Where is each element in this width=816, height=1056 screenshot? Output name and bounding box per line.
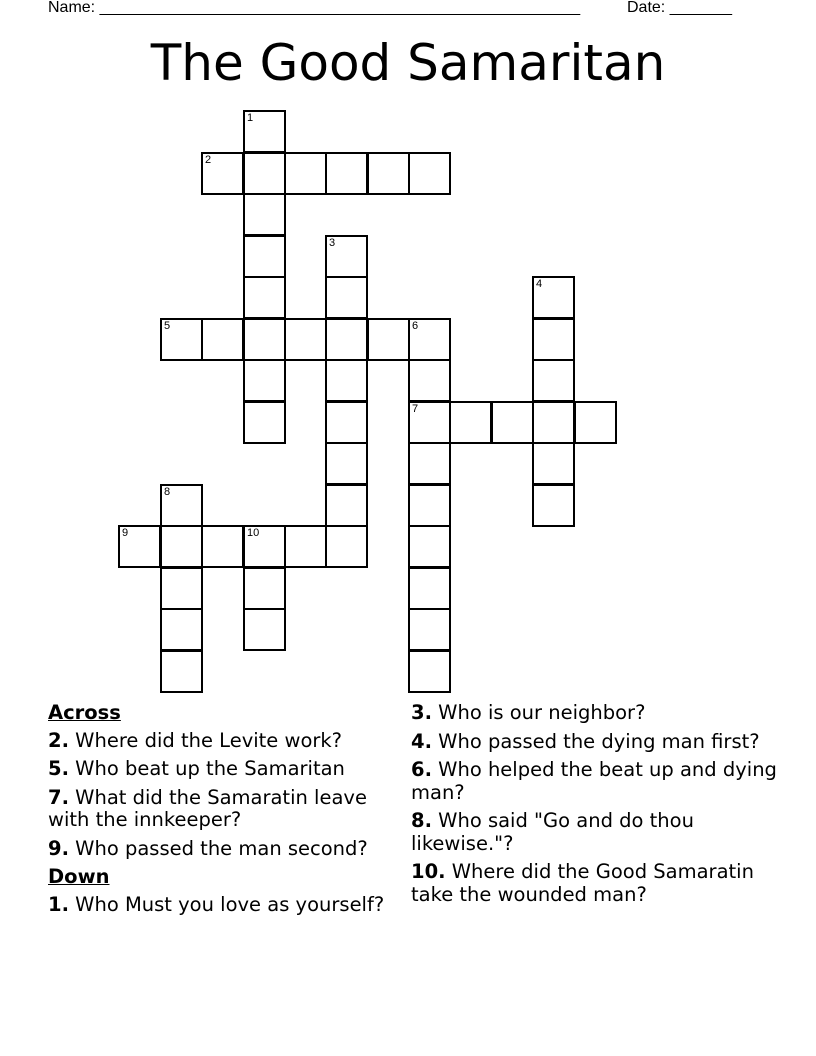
- crossword-cell[interactable]: [201, 152, 244, 195]
- crossword-cell[interactable]: [574, 401, 617, 444]
- crossword-cell[interactable]: [243, 152, 286, 195]
- clue-text: Who said "Go and do thou likewise."?: [411, 809, 694, 855]
- clue-number: 3.: [411, 701, 432, 724]
- clue-number: 6.: [411, 758, 432, 781]
- crossword-cell[interactable]: [243, 235, 286, 278]
- crossword-cell[interactable]: [325, 235, 368, 278]
- crossword-cell[interactable]: [532, 318, 575, 361]
- crossword-cell[interactable]: [243, 401, 286, 444]
- clue-text: Who is our neighbor?: [431, 701, 646, 724]
- clue-text: Who passed the man second?: [68, 836, 368, 860]
- crossword-cell[interactable]: [491, 401, 534, 444]
- clue-number: 2.: [48, 728, 69, 752]
- crossword-cell[interactable]: [160, 484, 203, 527]
- crossword-cell[interactable]: [408, 525, 451, 568]
- clues-right-column: [411, 702, 791, 912]
- crossword-cell[interactable]: [325, 484, 368, 527]
- cell-number: 2: [205, 154, 212, 166]
- clue-text: What did the Samaratin leave with the innkeeper?: [48, 785, 367, 831]
- crossword-cell[interactable]: [408, 608, 451, 651]
- clue-down-4: [411, 731, 791, 754]
- crossword-cell[interactable]: [160, 650, 203, 693]
- across-heading: Across: [48, 701, 121, 724]
- crossword-cell[interactable]: [325, 152, 368, 195]
- crossword-cell[interactable]: [408, 318, 451, 361]
- crossword-cell[interactable]: [532, 359, 575, 402]
- clue-down-6: [411, 759, 791, 804]
- clue-number: 10.: [411, 860, 446, 883]
- crossword-cell[interactable]: [367, 318, 410, 361]
- crossword-cell[interactable]: [243, 318, 286, 361]
- crossword-cell[interactable]: [408, 152, 451, 195]
- clue-across-2: [48, 730, 393, 753]
- clue-text: Where did the Levite work?: [68, 728, 343, 752]
- clues-left-column: [48, 702, 393, 922]
- down-heading: Down: [48, 865, 110, 888]
- cell-number: 8: [164, 486, 171, 498]
- crossword-cell[interactable]: [243, 276, 286, 319]
- crossword-cell[interactable]: [325, 359, 368, 402]
- crossword-cell[interactable]: [284, 152, 327, 195]
- crossword-cell[interactable]: [160, 567, 203, 610]
- clue-down-1: [48, 894, 393, 917]
- crossword-cell[interactable]: [325, 318, 368, 361]
- crossword-cell[interactable]: [243, 193, 286, 236]
- crossword-cell[interactable]: [201, 318, 244, 361]
- crossword-cell[interactable]: [532, 484, 575, 527]
- crossword-cell[interactable]: [408, 442, 451, 485]
- crossword-cell[interactable]: [243, 110, 286, 153]
- clue-text: Who passed the dying man first?: [431, 729, 760, 753]
- crossword-cell[interactable]: [201, 525, 244, 568]
- clue-down-8: [411, 810, 791, 855]
- clue-down-10: [411, 861, 791, 906]
- clue-across-9: [48, 838, 393, 861]
- clue-number: 8.: [411, 809, 432, 832]
- clue-number: 9.: [48, 836, 69, 860]
- clue-number: 5.: [48, 757, 69, 780]
- crossword-cell[interactable]: [118, 525, 161, 568]
- clue-across-7: [48, 787, 393, 832]
- name-field: Name: ______________________________________________________: [48, 0, 581, 16]
- crossword-cell[interactable]: [449, 401, 492, 444]
- clue-text: Who helped the beat up and dying man?: [411, 758, 777, 804]
- crossword-cell[interactable]: [325, 401, 368, 444]
- cell-number: 4: [536, 278, 543, 290]
- cell-number: 3: [329, 237, 336, 249]
- cell-number: 5: [164, 320, 171, 332]
- cell-number: 9: [122, 527, 129, 539]
- cell-number: 7: [412, 403, 419, 415]
- crossword-cell[interactable]: [243, 608, 286, 651]
- crossword-cell[interactable]: [367, 152, 410, 195]
- clue-number: 4.: [411, 729, 432, 753]
- crossword-cell[interactable]: [408, 567, 451, 610]
- crossword-cell[interactable]: [532, 442, 575, 485]
- crossword-cell[interactable]: [408, 650, 451, 693]
- page-title: The Good Samaritan: [150, 34, 666, 92]
- clue-across-5: [48, 758, 393, 781]
- clue-number: 7.: [48, 785, 69, 809]
- cell-number: 10: [247, 527, 260, 539]
- crossword-cell[interactable]: [160, 608, 203, 651]
- crossword-cell[interactable]: [325, 525, 368, 568]
- clue-down-3: [411, 702, 791, 725]
- crossword-cell[interactable]: [532, 276, 575, 319]
- crossword-cell[interactable]: [408, 484, 451, 527]
- crossword-cell[interactable]: [325, 442, 368, 485]
- crossword-cell[interactable]: [325, 276, 368, 319]
- crossword-cell[interactable]: [284, 318, 327, 361]
- clue-text: Who beat up the Samaritan: [68, 757, 345, 780]
- crossword-cell[interactable]: [243, 359, 286, 402]
- crossword-cell[interactable]: [408, 359, 451, 402]
- cell-number: 6: [412, 320, 419, 332]
- cell-number: 1: [247, 112, 254, 124]
- clue-number: 1.: [48, 892, 69, 916]
- date-field: Date: _______: [627, 0, 732, 16]
- crossword-cell[interactable]: [160, 318, 203, 361]
- crossword-cell[interactable]: [284, 525, 327, 568]
- crossword-cell[interactable]: [160, 525, 203, 568]
- crossword-cell[interactable]: [408, 401, 451, 444]
- clue-text: Who Must you love as yourself?: [68, 892, 385, 916]
- crossword-cell[interactable]: [243, 525, 286, 568]
- crossword-cell[interactable]: [532, 401, 575, 444]
- crossword-cell[interactable]: [243, 567, 286, 610]
- clue-text: Where did the Good Samaratin take the wounded man?: [411, 860, 754, 906]
